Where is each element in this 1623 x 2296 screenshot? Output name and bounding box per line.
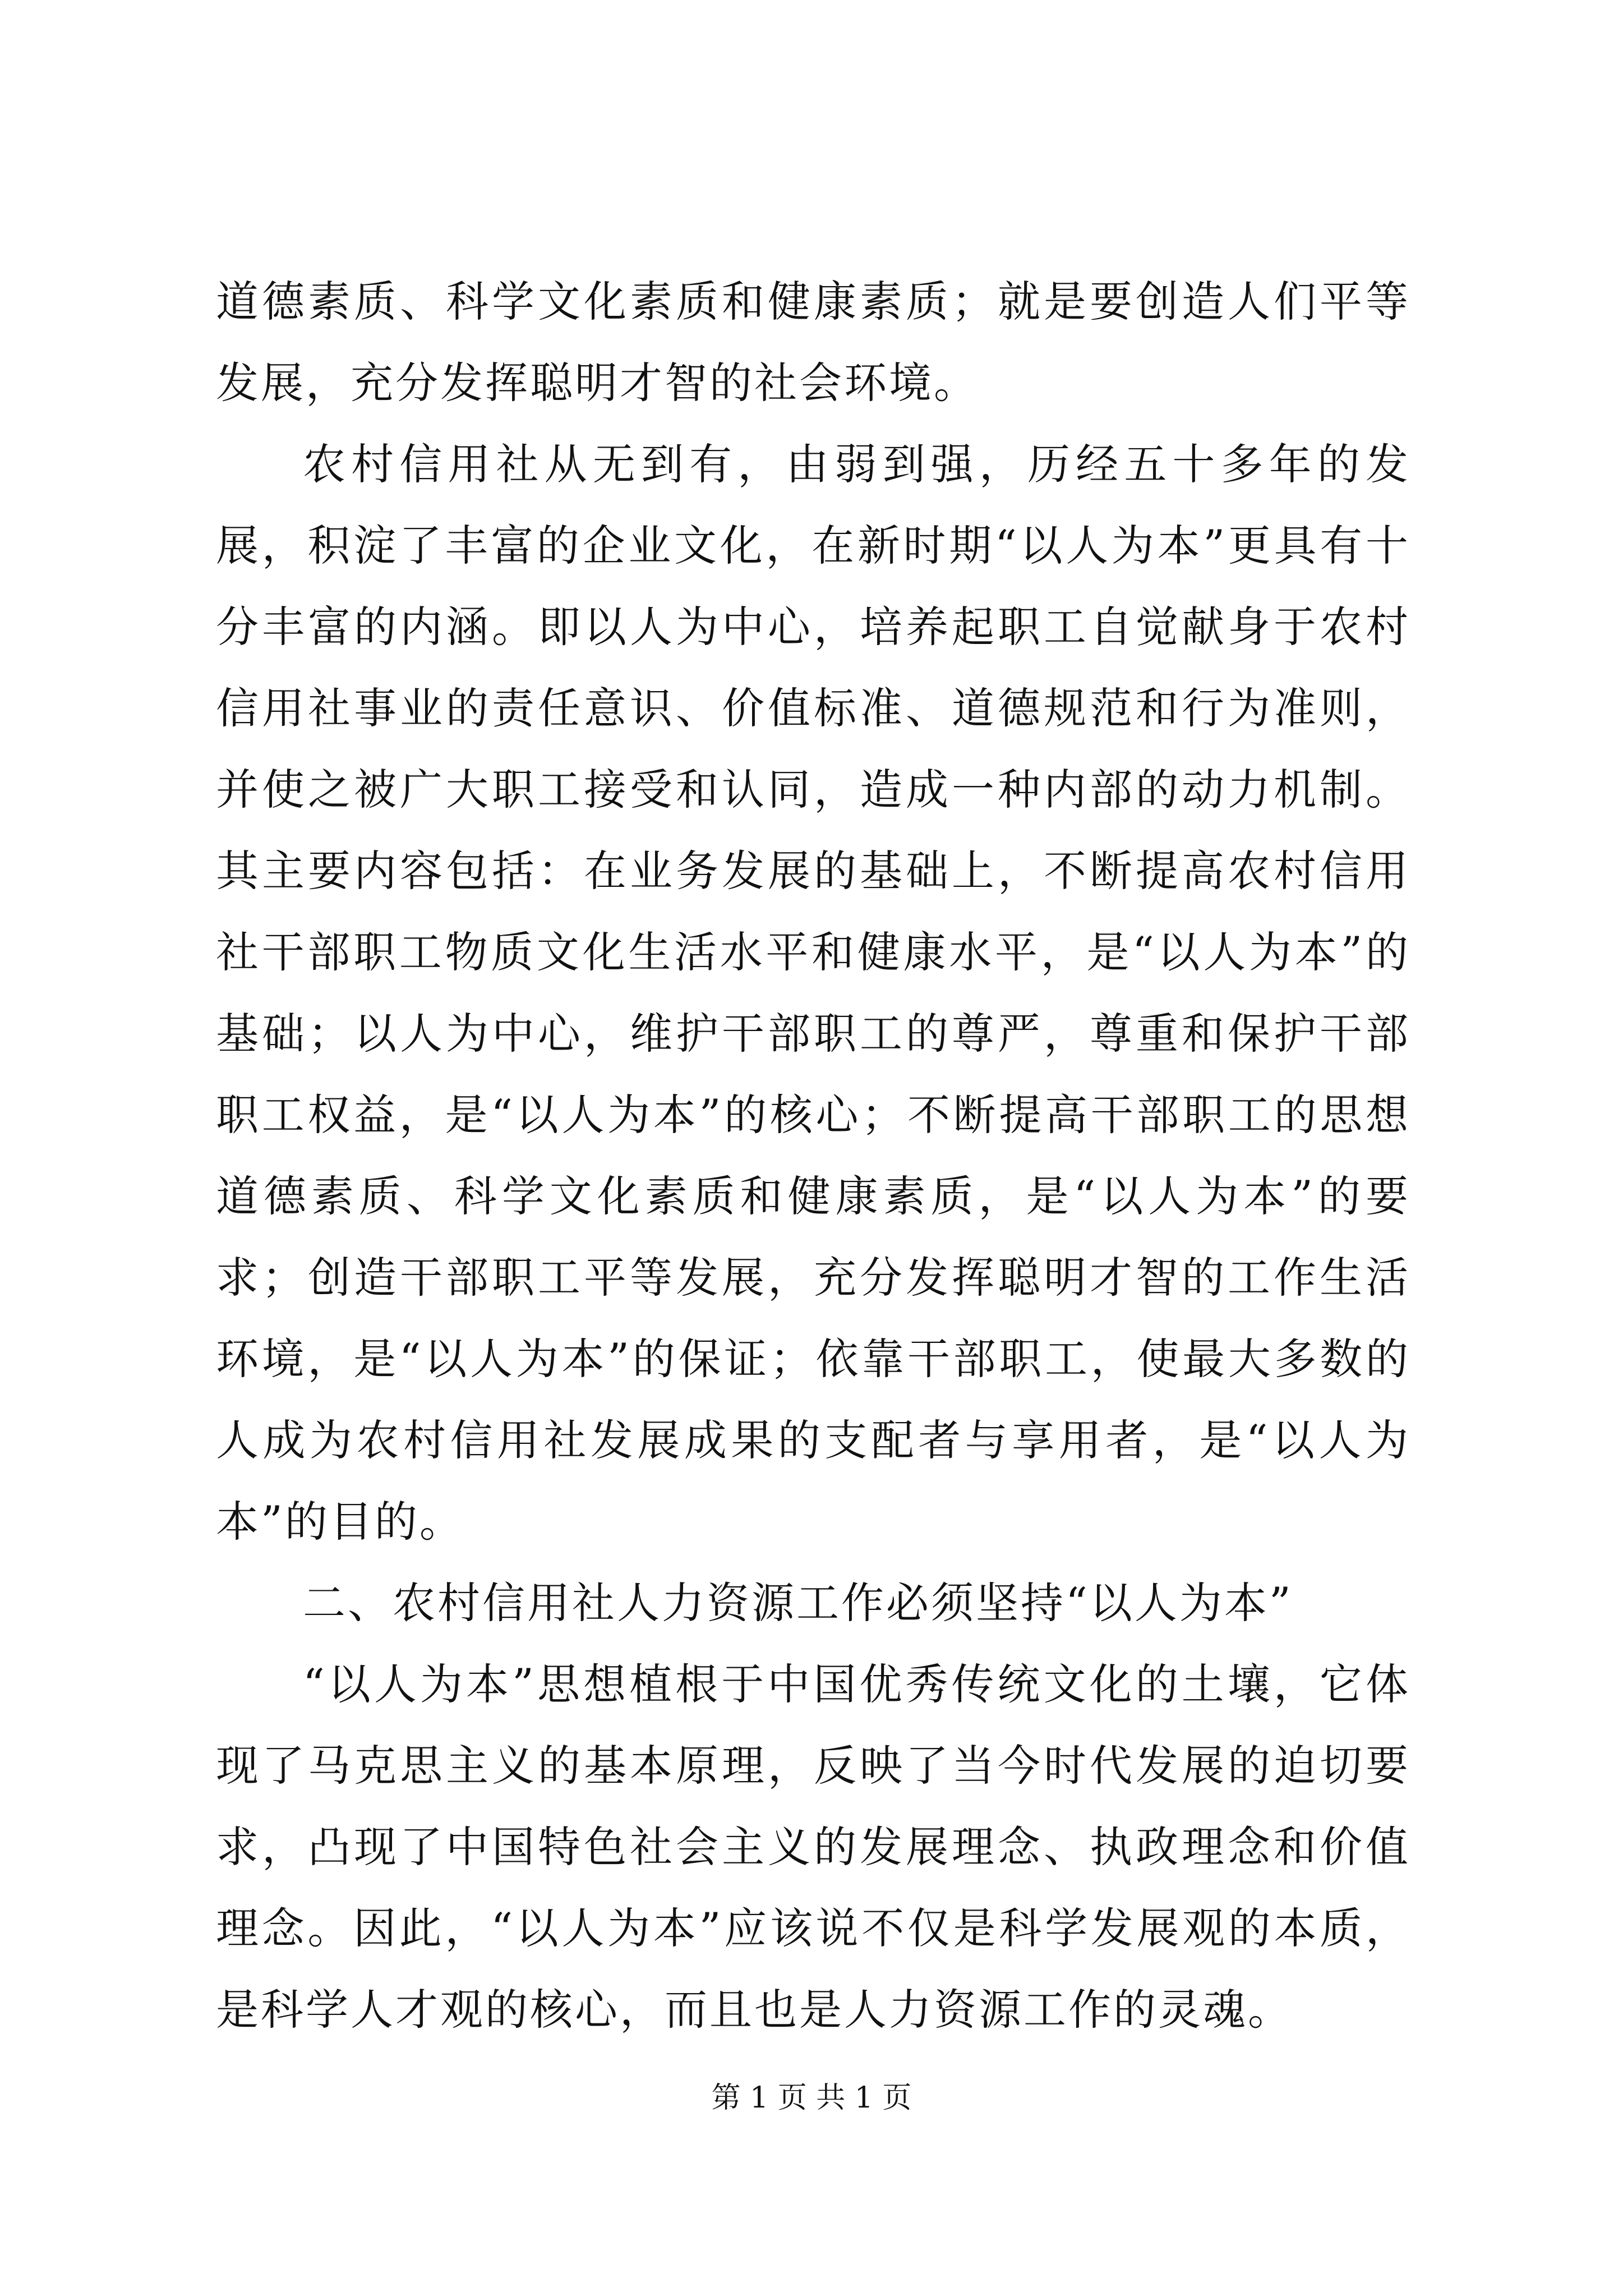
paragraph-people-oriented: “以人为本”思想植根于中国优秀传统文化的土壤，它体现了马克思主义的基本原理，反映了当今时代发展的迫切要求，凸现了中国特色社会主义的发展理念、执政理念和价值理念。因此，“以人为本”应该说不仅是科学发展观的本质，是科学人才观的核心，而且也是人力资源工作的灵魂。 (216, 1659, 1410, 2035)
paragraph-continuation: 道德素质、科学文化素质和健康素质；就是要创造人们平等发展，充分发挥聪明才智的社会环境。 (216, 277, 1410, 408)
document-body (216, 261, 1410, 2050)
paragraph-rural-credit-culture: 农村信用社从无到有，由弱到强，历经五十多年的发展，积淀了丰富的企业文化，在新时期“以人为本”更具有十分丰富的内涵。即以人为中心，培养起职工自觉献身于农村信用社事业的责任意识、价值标准、道德规范和行为准则，并使之被广大职工接受和认同，造成一种内部的动力机制。其主要内容包括：在业务发展的基础上，不断提高农村信用社干部职工物质文化生活水平和健康水平，是“以人为本”的基础；以人为中心，维护干部职工的尊严，尊重和保护干部职工权益，是“以人为本”的核心；不断提高干部职工的思想道德素质、科学文化素质和健康素质，是“以人为本”的要求；创造干部职工平等发展，充分发挥聪明才智的工作生活环境，是“以人为本”的保证；依靠干部职工，使最大多数的人成为农村信用社发展成果的支配者与享用者，是“以人为本”的目的。 (216, 439, 1410, 1547)
page-footer: 第 1 页 共 1 页 (711, 2081, 912, 2115)
section-heading: 二、农村信用社人力资源工作必须坚持“以人为本” (303, 1578, 1293, 1628)
